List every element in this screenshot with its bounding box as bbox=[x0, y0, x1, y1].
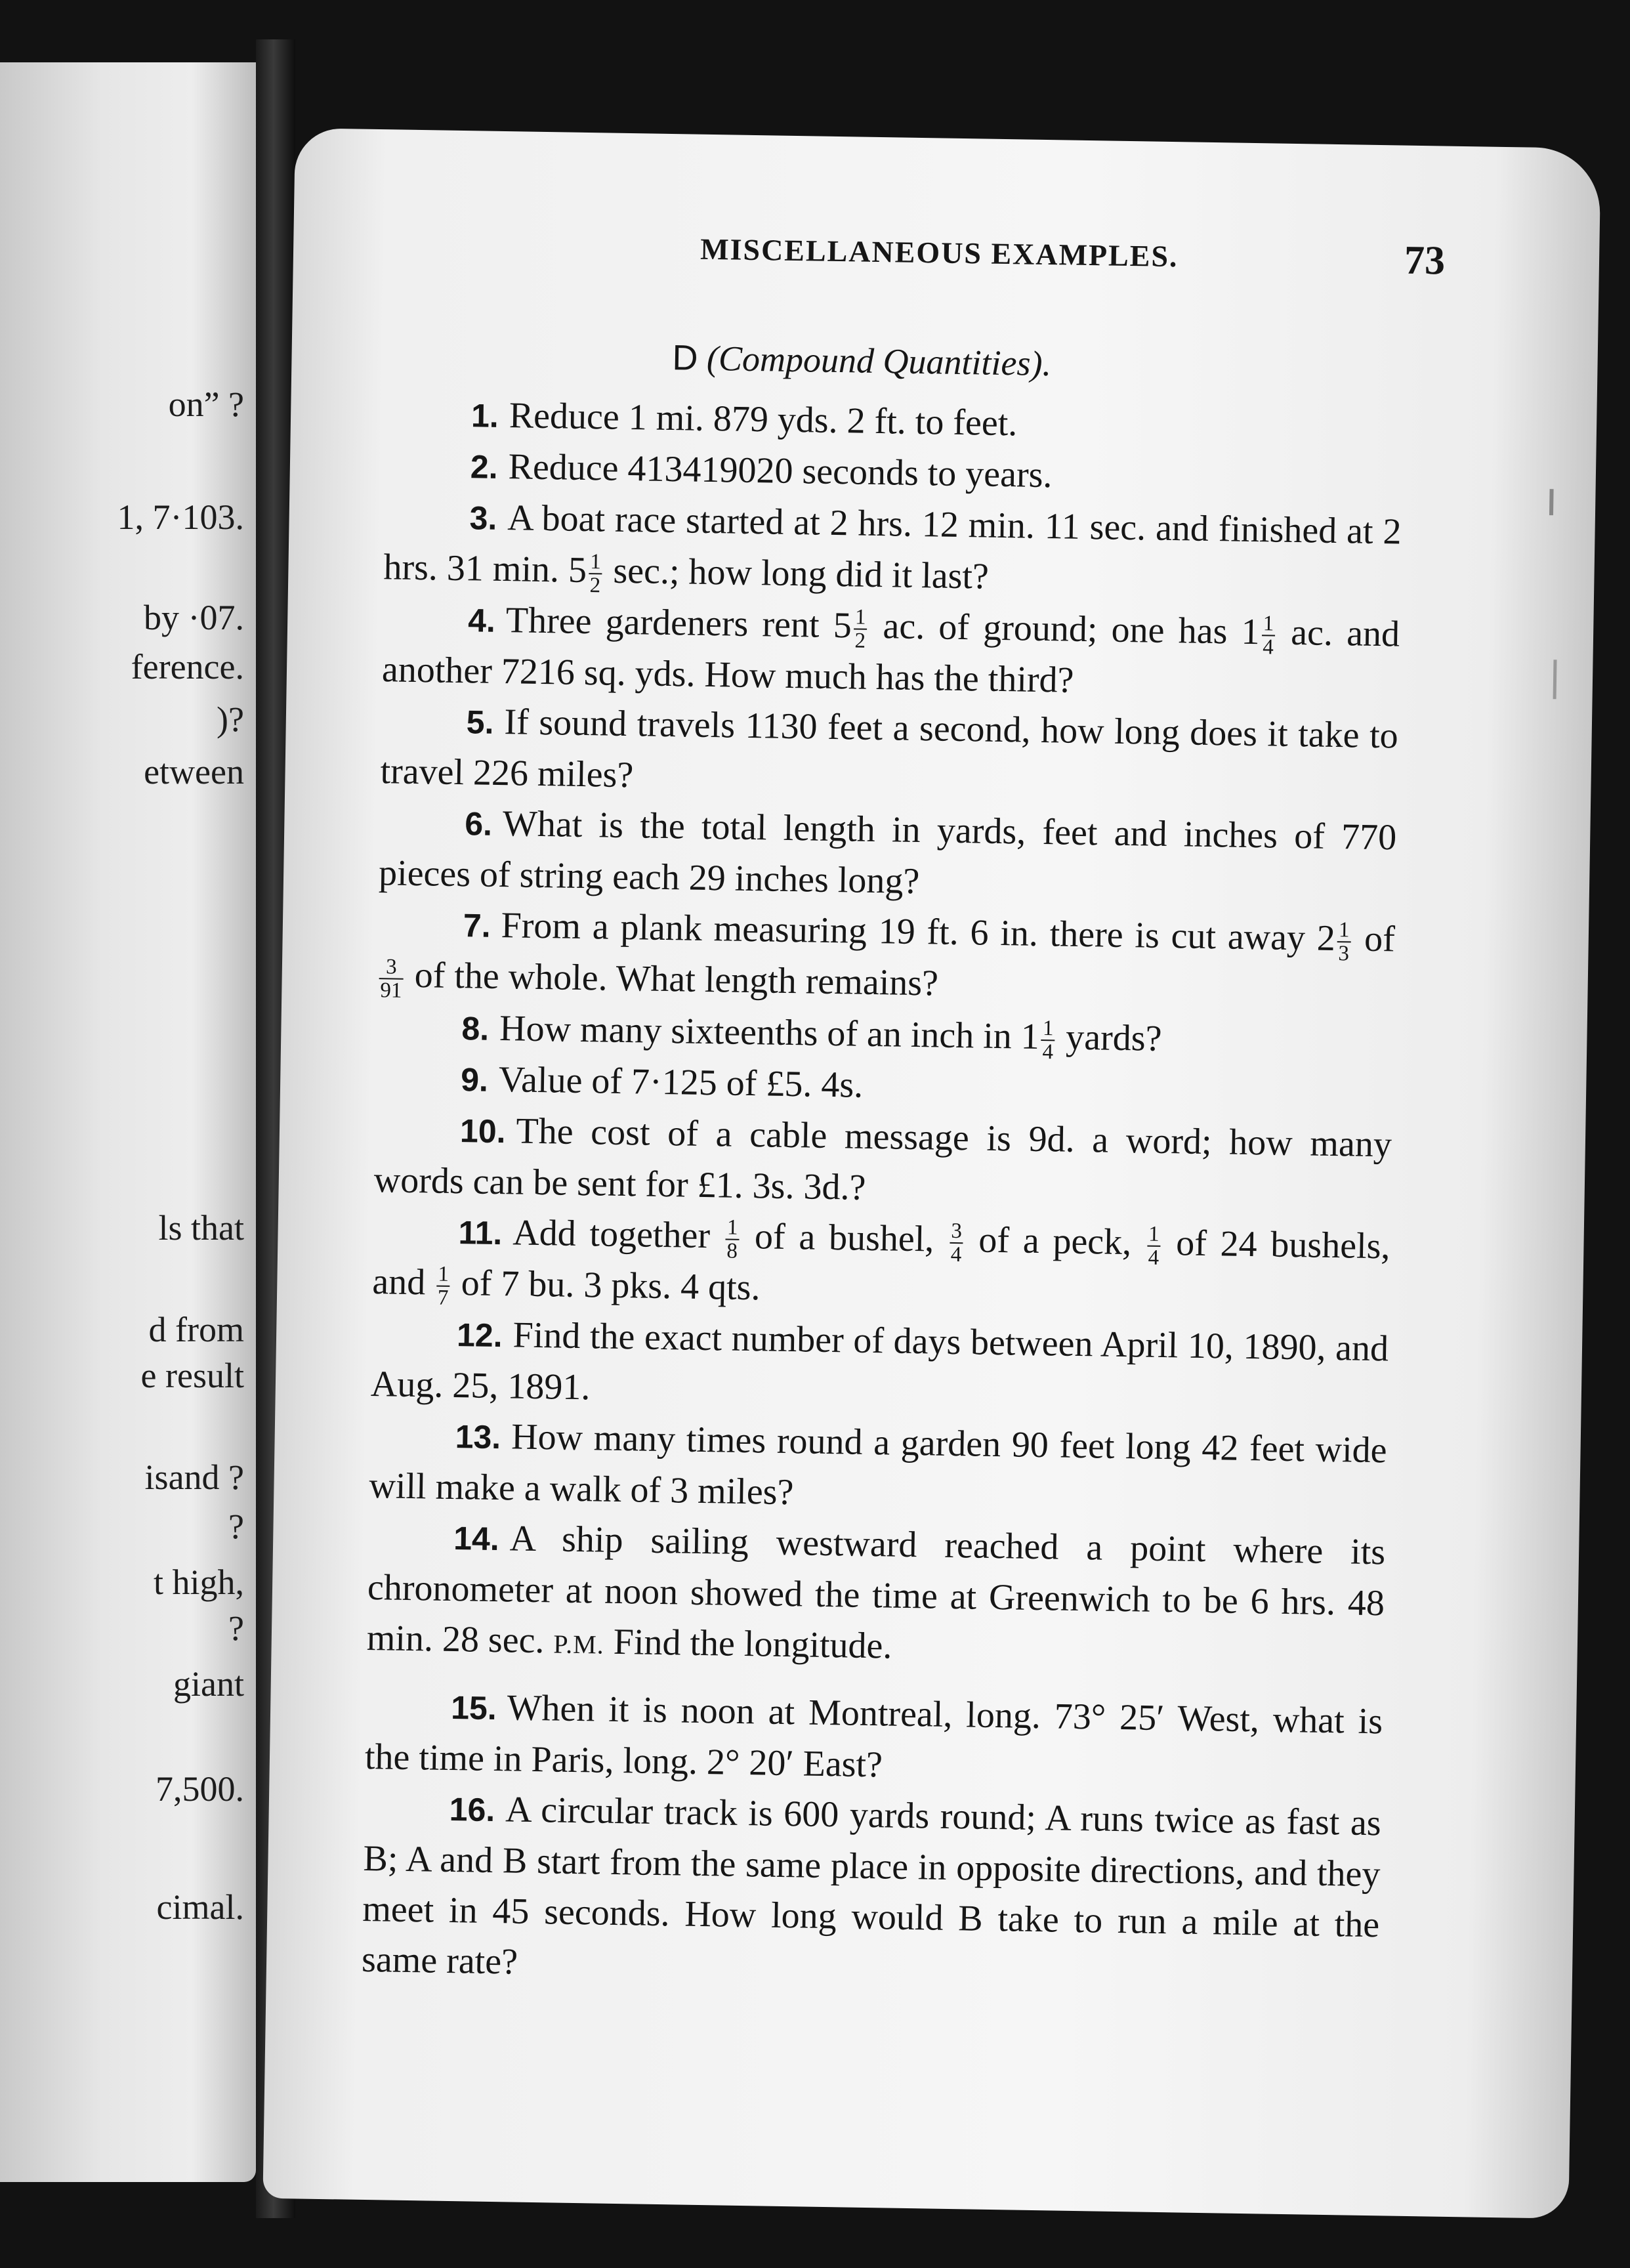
fraction-denominator: 3 bbox=[1338, 942, 1350, 966]
section-label: D bbox=[672, 338, 699, 378]
problem-number: 9. bbox=[460, 1060, 489, 1099]
fraction-numerator: 1 bbox=[436, 1263, 450, 1287]
problem-item bbox=[377, 898, 1395, 1017]
fraction-denominator: 2 bbox=[589, 574, 601, 598]
section-title bbox=[672, 337, 1051, 384]
left-page-line: ? bbox=[228, 1608, 244, 1648]
problem-text: sec.; how long did it last? bbox=[604, 550, 990, 597]
problem-text: ac. and another 7216 sq. yds. How much has the third? bbox=[381, 612, 1400, 702]
problem-number: 1. bbox=[470, 397, 499, 434]
problem-number: 4. bbox=[467, 602, 496, 640]
fraction bbox=[588, 551, 602, 597]
left-page-line: cimal. bbox=[156, 1887, 244, 1927]
problem-text: Three gardeners rent 5 bbox=[505, 600, 852, 646]
problem-text: ac. of ground; one has 1 bbox=[868, 605, 1261, 653]
left-page-line: ls that bbox=[158, 1208, 244, 1248]
problem-item bbox=[366, 1511, 1386, 1682]
problem-number: 12. bbox=[456, 1316, 503, 1354]
fraction-denominator: 4 bbox=[1262, 635, 1274, 660]
fraction-numerator: 1 bbox=[1262, 613, 1276, 637]
problem-number: 13. bbox=[455, 1418, 501, 1456]
problem-item bbox=[364, 1681, 1383, 1798]
page-number: 73 bbox=[1404, 238, 1446, 284]
fraction bbox=[853, 606, 867, 652]
problem-number: 8. bbox=[461, 1009, 490, 1047]
fraction-numerator: 1 bbox=[726, 1216, 740, 1240]
problem-text: Find the exact number of days between April 10, 1890, and Aug. 25, 1891. bbox=[370, 1314, 1389, 1408]
section-subtitle: (Compound Quantities). bbox=[706, 338, 1052, 384]
problem-list bbox=[362, 388, 1404, 2001]
problem-text: Reduce 1 mi. 879 yds. 2 ft. to feet. bbox=[509, 395, 1018, 444]
problem-text: A boat race started at 2 hrs. 12 min. 11 sec. and finished at 2 hrs. 31 min. 5 bbox=[383, 497, 1402, 591]
problem-text: Find the longitude. bbox=[604, 1621, 892, 1667]
problem-text: A circular track is 600 yards round; A runs twice as fast as B; A and B start from the same place in opposite directions, and they meet in 45 seconds. How long would B take to run a mile at the same rate? bbox=[361, 1789, 1382, 1983]
problem-text: of bbox=[1352, 918, 1396, 960]
left-page-line: e result bbox=[140, 1356, 244, 1395]
scan-speck bbox=[1553, 660, 1557, 699]
fraction-denominator: 91 bbox=[380, 978, 402, 1003]
left-page-fragment bbox=[0, 62, 256, 2182]
fraction bbox=[379, 956, 404, 1002]
problem-item bbox=[372, 1206, 1390, 1324]
problem-number: 10. bbox=[459, 1112, 506, 1150]
problem-text: How many times round a garden 90 feet long 42 feet wide will make a walk of 3 miles? bbox=[369, 1416, 1388, 1513]
fraction bbox=[1041, 1017, 1055, 1063]
problem-text: Value of 7·125 of £5. 4s. bbox=[498, 1059, 864, 1106]
fraction-numerator: 3 bbox=[379, 956, 404, 980]
problem-item bbox=[369, 1410, 1387, 1527]
fraction bbox=[436, 1263, 451, 1309]
left-page-line: ? bbox=[228, 1507, 244, 1546]
problem-number: 16. bbox=[449, 1790, 495, 1829]
problem-text: A ship sailing westward reached a point where its chronometer at noon showed the time at Greenwich to be 6 hrs. 48 min. 28 sec. bbox=[366, 1518, 1386, 1662]
left-page-line: giant bbox=[173, 1664, 244, 1704]
fraction-denominator: 4 bbox=[1148, 1246, 1160, 1270]
fraction bbox=[1146, 1223, 1161, 1269]
problem-item bbox=[370, 1308, 1389, 1425]
left-page-line: )? bbox=[217, 700, 244, 739]
problem-item bbox=[373, 1104, 1392, 1221]
problem-text: How many sixteenths of an inch in 1 bbox=[499, 1007, 1040, 1057]
fraction bbox=[1337, 919, 1351, 965]
problem-number: 3. bbox=[469, 499, 497, 537]
problem-text: of the whole. What length remains? bbox=[405, 955, 939, 1004]
problem-text: of a bushel, bbox=[740, 1215, 948, 1260]
problem-text: of 7 bu. 3 pks. 4 qts. bbox=[451, 1262, 761, 1309]
problem-item bbox=[381, 593, 1400, 711]
fraction bbox=[950, 1220, 964, 1266]
fraction-denominator: 4 bbox=[1042, 1040, 1054, 1064]
problem-text: yards? bbox=[1056, 1016, 1162, 1059]
left-page-line: by ·07. bbox=[144, 598, 244, 637]
fraction-denominator: 2 bbox=[854, 629, 866, 654]
fraction-numerator: 3 bbox=[950, 1220, 963, 1244]
book-page bbox=[262, 128, 1600, 2219]
running-head: MISCELLANEOUS EXAMPLES. bbox=[700, 232, 1179, 274]
fraction-numerator: 1 bbox=[1337, 919, 1351, 943]
problem-number: 5. bbox=[466, 704, 494, 742]
problem-text: The cost of a cable message is 9d. a word; how many words can be sent for £1. 3s. 3d.? bbox=[373, 1110, 1392, 1208]
problem-number: 11. bbox=[458, 1213, 503, 1251]
problem-number: 7. bbox=[463, 907, 491, 945]
small-caps-text: P.M. bbox=[553, 1629, 605, 1660]
left-page-line: isand ? bbox=[144, 1458, 244, 1497]
left-page-line: t high, bbox=[153, 1563, 244, 1602]
problem-item bbox=[383, 491, 1402, 609]
scan-speck bbox=[1549, 489, 1554, 515]
problem-text: If sound travels 1130 feet a second, how long does it take to travel 226 miles? bbox=[380, 702, 1399, 796]
problem-text: From a plank measuring 19 ft. 6 in. there is cut away 2 bbox=[501, 905, 1336, 959]
problem-text: of a peck, bbox=[965, 1219, 1146, 1263]
fraction-numerator: 1 bbox=[1147, 1223, 1161, 1246]
fraction-numerator: 1 bbox=[1041, 1017, 1055, 1041]
problem-number: 6. bbox=[464, 805, 493, 843]
fraction-denominator: 8 bbox=[726, 1239, 738, 1263]
left-page-line: ference. bbox=[131, 647, 244, 686]
left-page-line: d from bbox=[148, 1310, 244, 1349]
problem-number: 15. bbox=[450, 1689, 497, 1727]
left-page-line: 7,500. bbox=[156, 1769, 244, 1809]
problem-number: 14. bbox=[453, 1520, 500, 1558]
problem-item bbox=[362, 1782, 1382, 2001]
left-page-line: on” ? bbox=[168, 385, 244, 424]
problem-text: of 24 bushels, and bbox=[371, 1222, 1390, 1303]
fraction bbox=[725, 1216, 740, 1262]
problem-number: 2. bbox=[470, 448, 499, 486]
problem-item bbox=[380, 695, 1398, 812]
problem-item bbox=[379, 797, 1397, 914]
fraction-denominator: 4 bbox=[950, 1242, 962, 1267]
left-page-line: etween bbox=[144, 752, 244, 791]
fraction-numerator: 1 bbox=[589, 551, 602, 574]
problem-text: When it is noon at Montreal, long. 73° 25′ West, what is the time in Paris, long. 2° 20′ East? bbox=[364, 1687, 1383, 1786]
fraction-numerator: 1 bbox=[854, 606, 867, 630]
left-page-line: 1, 7·103. bbox=[117, 497, 244, 537]
fraction bbox=[1261, 613, 1276, 659]
problem-text: Reduce 413419020 seconds to years. bbox=[508, 446, 1053, 496]
problem-text: Add together bbox=[512, 1212, 724, 1257]
problem-text: What is the total length in yards, feet and inches of 770 pieces of string each 29 inches long? bbox=[378, 803, 1397, 902]
fraction-denominator: 7 bbox=[437, 1286, 449, 1310]
